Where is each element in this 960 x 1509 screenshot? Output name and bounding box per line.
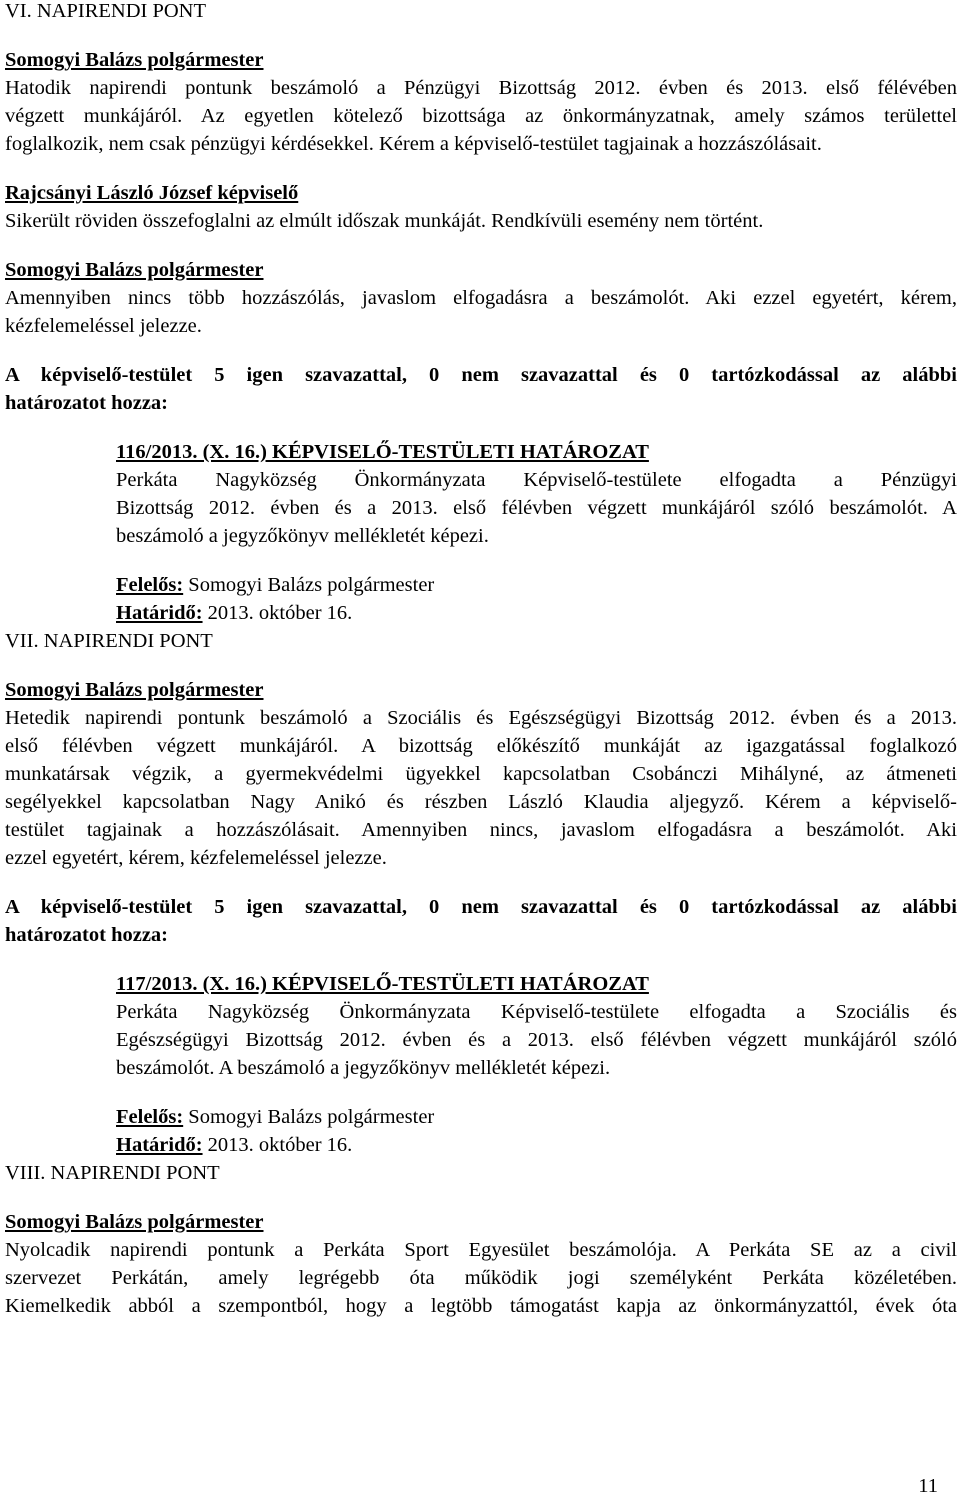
paragraph-line: segélyekkel kapcsolatban Nagy Anikó és részben László Klaudia aljegyző. Kérem a képviselő-: [5, 791, 957, 813]
vote-statement: határozatot hozza:: [5, 924, 169, 946]
deadline-value: 2013. október 16.: [202, 1134, 353, 1156]
section-heading: VI. NAPIRENDI PONT: [5, 0, 207, 22]
speaker-name: Somogyi Balázs polgármester: [5, 259, 264, 281]
paragraph-line: szervezet Perkátán, amely legrégebb óta működik jogi személyként Perkáta közéletében.: [5, 1267, 957, 1289]
vote-statement: határozatot hozza:: [5, 392, 169, 414]
responsible-value: Somogyi Balázs polgármester: [183, 574, 435, 596]
paragraph-line: munkatársak végzik, a gyermekvédelmi ügyekkel kapcsolatban Csobánczi Mihályné, az átmeneti: [5, 763, 957, 785]
paragraph-line: végzett munkájáról. Az egyetlen kötelező bizottsága az önkormányzatnak, amely számos területtel: [5, 105, 957, 127]
paragraph-line: Kiemelkedik abból a szempontból, hogy a legtöbb támogatást kapja az önkormányzattól, évek óta: [5, 1295, 957, 1317]
resolution-text: beszámolót. A beszámoló a jegyzőkönyv mellékletét képezi.: [116, 1057, 611, 1079]
paragraph-line: kézfelemeléssel jelezze.: [5, 315, 202, 337]
responsible-label: Felelős:: [116, 1106, 184, 1128]
resolution-text: beszámoló a jegyzőkönyv mellékletét képezi.: [116, 525, 489, 547]
document-page: [5, 0, 957, 1320]
resolution-block: [116, 438, 957, 627]
paragraph-line: Nyolcadik napirendi pontunk a Perkáta Sport Egyesület beszámolója. A Perkáta SE az a civil: [5, 1239, 957, 1261]
speaker-name: Somogyi Balázs polgármester: [5, 1211, 264, 1233]
responsible-row: [116, 571, 957, 599]
paragraph-line: Amennyiben nincs több hozzászólás, javaslom elfogadásra a beszámolót. Aki ezzel egyetért, kérem,: [5, 287, 957, 309]
paragraph-line: Hetedik napirendi pontunk beszámoló a Szociális és Egészségügyi Bizottság 2012. évben és a 2013.: [5, 707, 957, 729]
paragraph-line: első félévben végzett munkájáról. A bizottság előkészítő munkáját az igazgatással foglalkozó: [5, 735, 957, 757]
resolution-title: 117/2013. (X. 16.) KÉPVISELŐ-TESTÜLETI HATÁROZAT: [116, 973, 649, 995]
paragraph-line: foglalkozik, nem csak pénzügyi kérdésekkel. Kérem a képviselő-testület tagjainak a hozzászólásait.: [5, 133, 822, 155]
resolution-block: [116, 970, 957, 1159]
speaker-name: Rajcsányi László József képviselő: [5, 182, 299, 204]
section-heading: VIII. NAPIRENDI PONT: [5, 1162, 220, 1184]
resolution-text: Perkáta Nagyközség Önkormányzata Képviselő-testülete elfogadta a Pénzügyi: [116, 469, 957, 491]
deadline-label: Határidő:: [116, 1134, 203, 1156]
resolution-title: 116/2013. (X. 16.) KÉPVISELŐ-TESTÜLETI HATÁROZAT: [116, 441, 649, 463]
page-number: 11: [918, 1475, 938, 1497]
resolution-text: Perkáta Nagyközség Önkormányzata Képviselő-testülete elfogadta a Szociális és: [116, 1001, 957, 1023]
speaker-name: Somogyi Balázs polgármester: [5, 49, 264, 71]
section-heading: VII. NAPIRENDI PONT: [5, 630, 213, 652]
paragraph-line: ezzel egyetért, kérem, kézfelemeléssel jelezze.: [5, 847, 387, 869]
responsible-value: Somogyi Balázs polgármester: [183, 1106, 435, 1128]
vote-statement: A képviselő-testület 5 igen szavazattal, 0 nem szavazattal és 0 tartózkodással az alábbi: [5, 364, 957, 386]
deadline-row: [116, 1131, 957, 1159]
resolution-text: Bizottság 2012. évben és a 2013. első félévben végzett munkájáról szóló beszámolót. A: [116, 497, 957, 519]
deadline-row: [116, 599, 957, 627]
vote-statement: A képviselő-testület 5 igen szavazattal, 0 nem szavazattal és 0 tartózkodással az alábbi: [5, 896, 957, 918]
resolution-text: Egészségügyi Bizottság 2012. évben és a 2013. első félévben végzett munkájáról szóló: [116, 1029, 957, 1051]
paragraph-line: Sikerült röviden összefoglalni az elmúlt időszak munkáját. Rendkívüli esemény nem történt.: [5, 210, 764, 232]
responsible-row: [116, 1103, 957, 1131]
speaker-name: Somogyi Balázs polgármester: [5, 679, 264, 701]
deadline-label: Határidő:: [116, 602, 203, 624]
deadline-value: 2013. október 16.: [202, 602, 353, 624]
responsible-label: Felelős:: [116, 574, 184, 596]
paragraph-line: Hatodik napirendi pontunk beszámoló a Pénzügyi Bizottság 2012. évben és 2013. első félévében: [5, 77, 957, 99]
paragraph-line: testület tagjainak a hozzászólásait. Amennyiben nincs, javaslom elfogadásra a beszámolót. Aki: [5, 819, 957, 841]
